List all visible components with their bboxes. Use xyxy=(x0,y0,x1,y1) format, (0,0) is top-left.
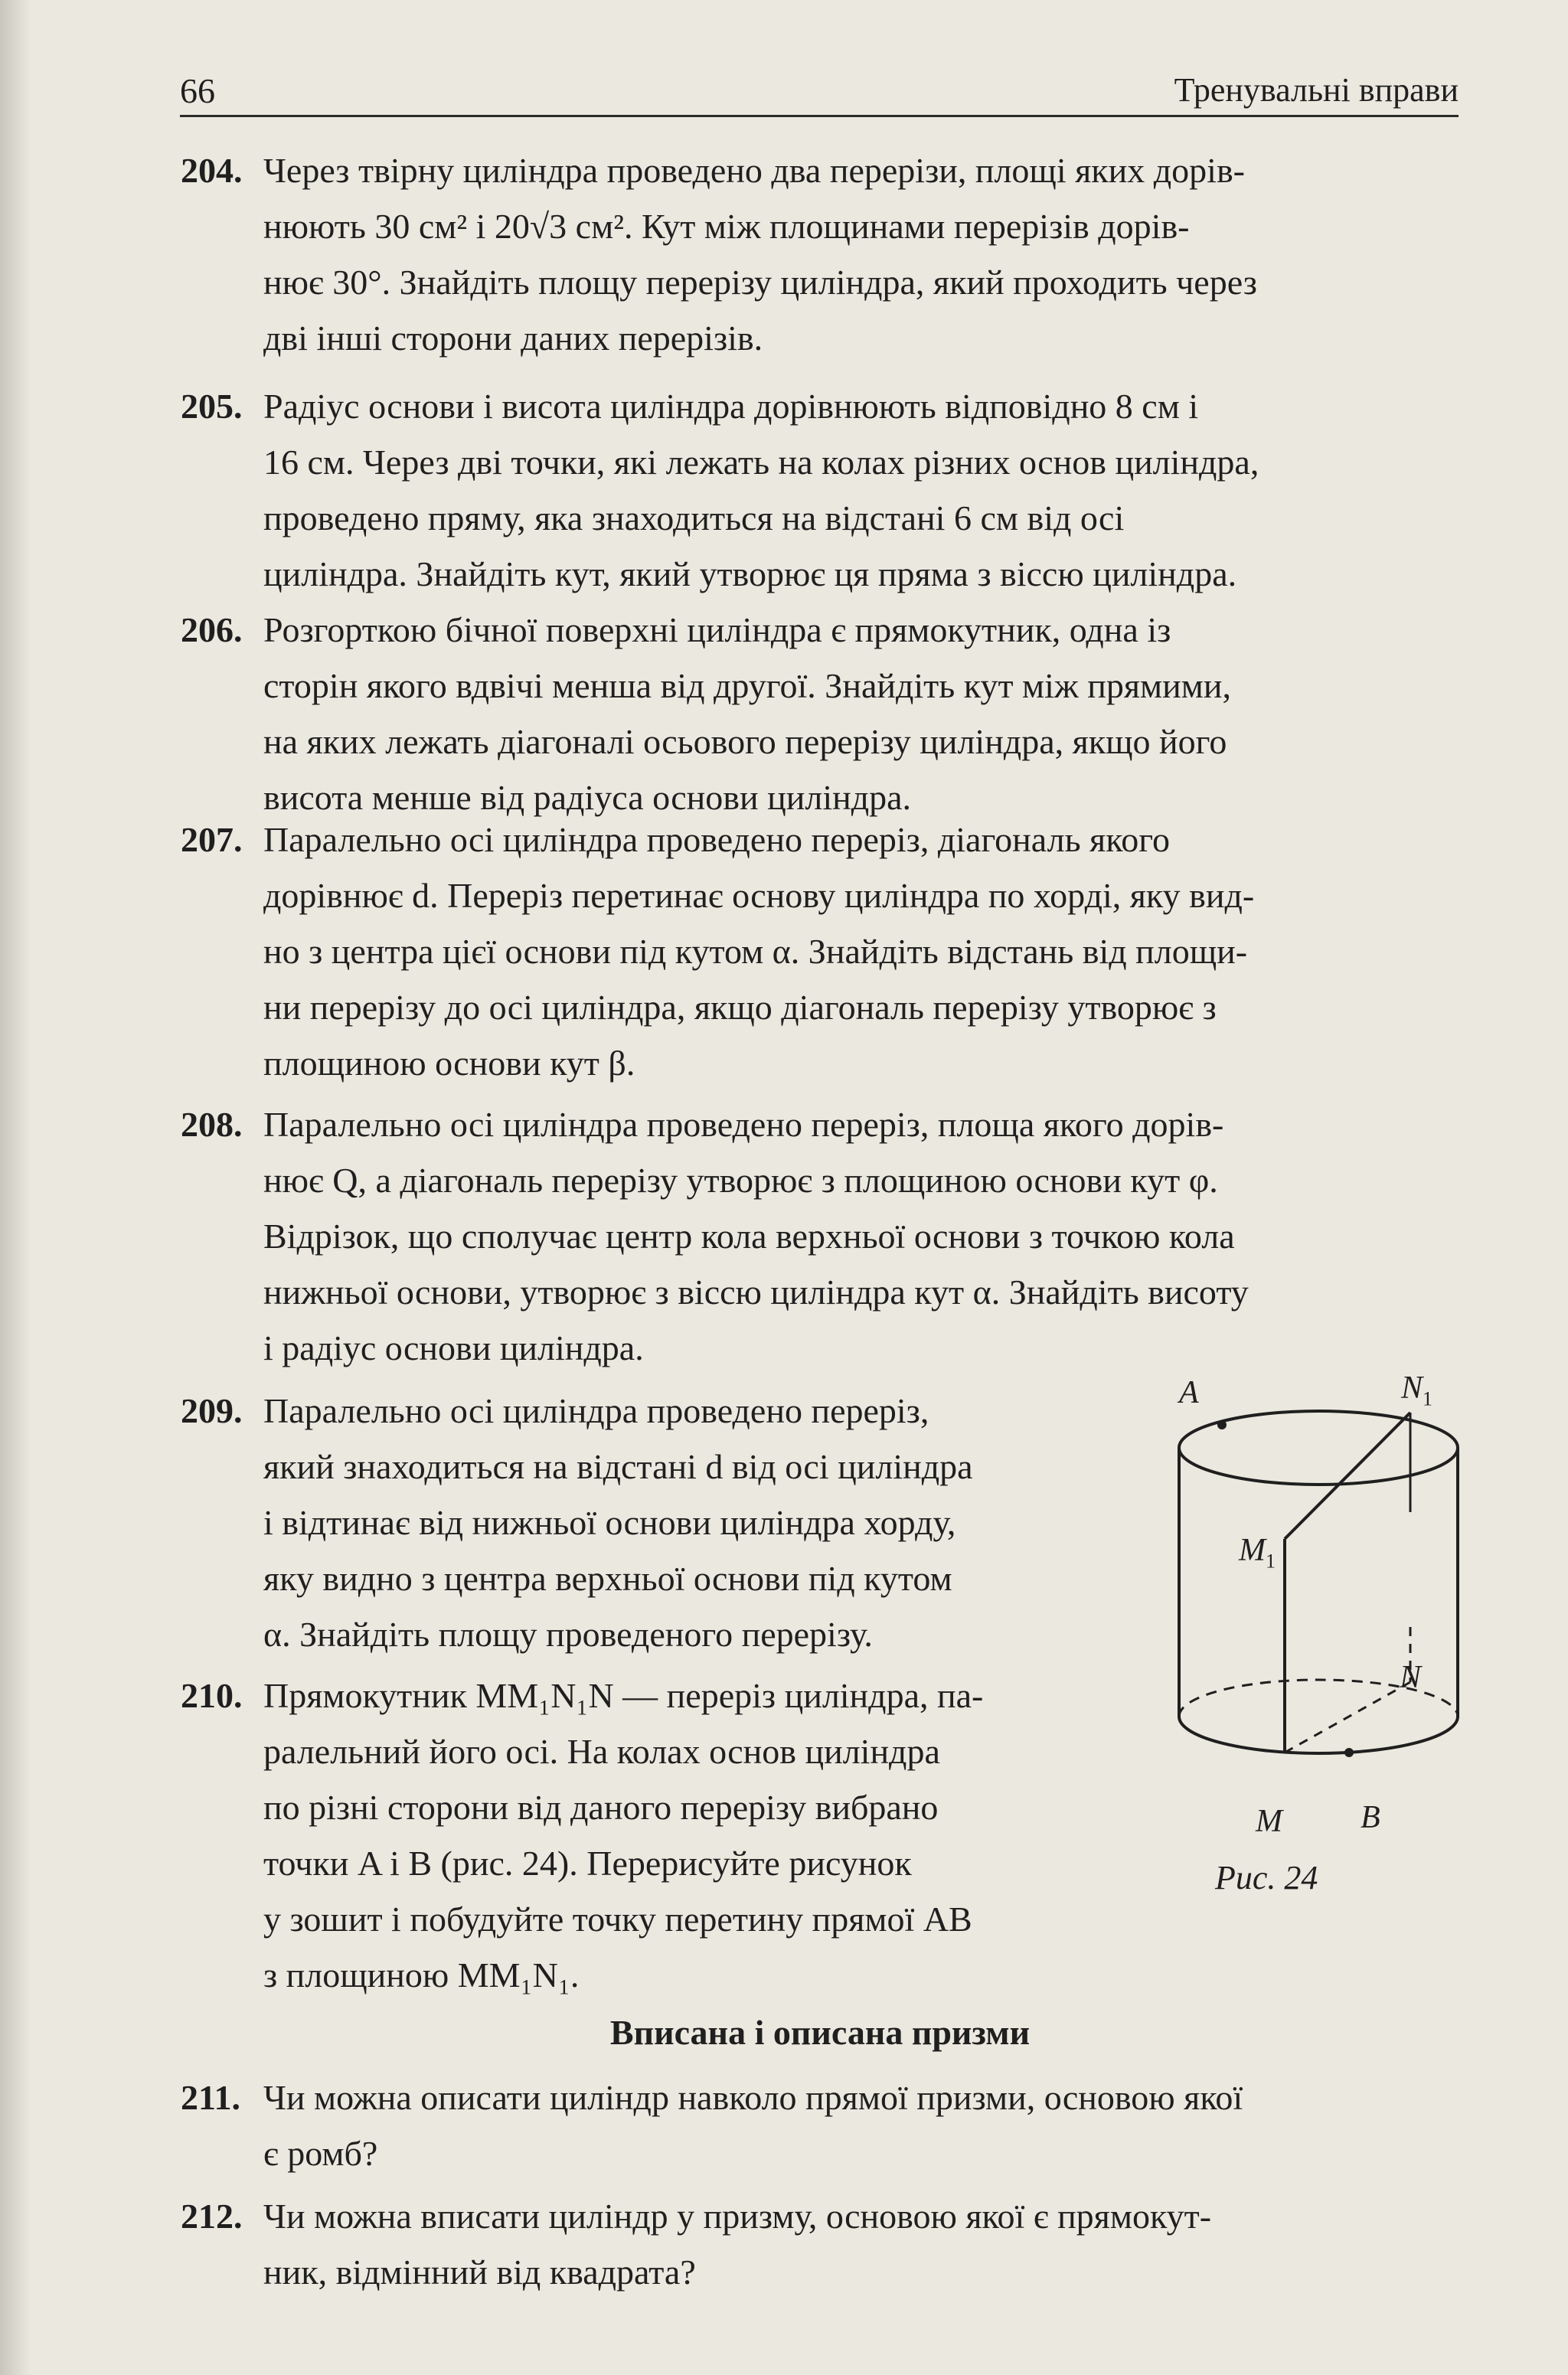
label-m: M xyxy=(1256,1804,1282,1839)
figure-caption: Рис. 24 xyxy=(1215,1859,1318,1896)
problem-line: α. Знайдіть площу проведеного перерізу. xyxy=(263,1615,873,1654)
problem-line: сторін якого вдвічі менша від другої. Знайдіть кут між прямими, xyxy=(263,666,1231,705)
problem-line: Чи можна вписати циліндр у призму, основою якої є прямокут- xyxy=(263,2197,1212,2236)
problem-line: Відрізок, що сполучає центр кола верхньої основи з точкою кола xyxy=(263,1217,1235,1256)
problem-text xyxy=(263,2070,1459,2181)
point-a xyxy=(1217,1420,1227,1429)
problem-line: з площиною MM₁N₁. xyxy=(263,1955,580,1994)
problem-line: і відтинає від нижньої основи циліндра хорду, xyxy=(263,1503,956,1542)
problem-line: площиною основи кут β. xyxy=(263,1044,635,1083)
problem-line: і радіус основи циліндра. xyxy=(263,1328,644,1367)
running-title: Тренувальні вправи xyxy=(1174,71,1459,109)
problem-line: проведено пряму, яка знаходиться на відстані 6 см від осі xyxy=(263,498,1125,537)
problem-line: циліндра. Знайдіть кут, який утворює ця пряма з віссю циліндра. xyxy=(263,554,1237,593)
problem-line: ни перерізу до осі циліндра, якщо діагональ перерізу утворює з xyxy=(263,988,1217,1027)
label-n1: $N_1$ xyxy=(1401,1370,1433,1410)
problem-text xyxy=(263,142,1459,366)
problem-line: Радіус основи і висота циліндра дорівнюють відповідно 8 см і xyxy=(263,387,1199,426)
page-edge-shadow xyxy=(0,0,31,2375)
problem-line: Паралельно осі циліндра проведено переріз, площа якого дорів- xyxy=(263,1105,1224,1144)
problem-line: нює Q, а діагональ перерізу утворює з площиною основи кут φ. xyxy=(263,1161,1218,1200)
problem-line: на яких лежать діагоналі осьового перерізу циліндра, якщо його xyxy=(263,722,1227,761)
problem-line: яку видно з центра верхньої основи під кутом xyxy=(263,1559,952,1598)
problem-line: ник, відмінний від квадрата? xyxy=(263,2252,696,2292)
label-n: N xyxy=(1400,1660,1422,1695)
problem-211 xyxy=(181,2070,1459,2181)
problem-number: 206. xyxy=(181,610,243,649)
problem-line: нює 30°. Знайдіть площу перерізу циліндра, який проходить через xyxy=(263,263,1257,302)
problem-line: Паралельно осі циліндра проведено переріз, xyxy=(263,1391,929,1430)
problem-number: 208. xyxy=(181,1105,243,1144)
problem-text xyxy=(263,602,1459,825)
cylinder-drawing xyxy=(1148,1374,1470,1857)
label-a: A xyxy=(1179,1375,1199,1410)
problem-line: який знаходиться на відстані d від осі циліндра xyxy=(263,1447,973,1486)
problem-line: Через твірну циліндра проведено два перерізи, площі яких дорів- xyxy=(263,151,1245,190)
problem-number: 212. xyxy=(181,2197,243,2236)
problem-206 xyxy=(181,602,1459,825)
problem-number: 207. xyxy=(181,820,243,859)
problem-number: 205. xyxy=(181,387,243,426)
problem-text xyxy=(263,1383,1115,1662)
problem-209 xyxy=(181,1383,1115,1662)
problem-line: нижньої основи, утворює з віссю циліндра кут α. Знайдіть висоту xyxy=(263,1272,1249,1312)
segment-mn-hidden xyxy=(1285,1682,1410,1753)
problem-line: ралельний його осі. На колах основ циліндра xyxy=(263,1732,940,1771)
problem-210 xyxy=(181,1668,1115,2003)
problem-212 xyxy=(181,2188,1459,2300)
problem-line: Розгорткою бічної поверхні циліндра є прямокутник, одна із xyxy=(263,610,1171,649)
problem-number: 210. xyxy=(181,1676,243,1715)
problem-204 xyxy=(181,142,1459,366)
problem-207 xyxy=(181,812,1459,1091)
problem-number: 204. xyxy=(181,151,243,190)
problem-208 xyxy=(181,1096,1459,1376)
label-m1: $M_1$ xyxy=(1239,1533,1276,1573)
problem-text xyxy=(263,1668,1115,2003)
problem-line: дорівнює d. Переріз перетинає основу циліндра по хорді, яку вид- xyxy=(263,876,1255,915)
problem-line: Паралельно осі циліндра проведено переріз, діагональ якого xyxy=(263,820,1170,859)
problem-number: 211. xyxy=(181,2078,240,2117)
section-title: Вписана і описана призми xyxy=(609,2013,1031,2052)
problem-line: но з центра цієї основи під кутом α. Знайдіть відстань від площи- xyxy=(263,932,1248,971)
problem-line: 16 см. Через дві точки, які лежать на колах різних основ циліндра, xyxy=(263,443,1259,482)
point-b xyxy=(1344,1748,1354,1757)
label-b: B xyxy=(1361,1800,1380,1835)
problem-line: Чи можна описати циліндр навколо прямої призми, основою якої xyxy=(263,2078,1243,2117)
problem-line: у зошит і побудуйте точку перетину прямої AB xyxy=(263,1900,972,1939)
problem-text xyxy=(263,378,1459,602)
problem-number: 209. xyxy=(181,1391,243,1430)
problem-line: Прямокутник MM₁N₁N — переріз циліндра, па- xyxy=(263,1676,984,1715)
segment-m1n1 xyxy=(1285,1413,1410,1539)
problem-line: точки A і B (рис. 24). Перерисуйте рисунок xyxy=(263,1844,912,1883)
problem-text xyxy=(263,812,1459,1091)
problem-text xyxy=(263,2188,1459,2300)
problem-205 xyxy=(181,378,1459,602)
problem-text xyxy=(263,1096,1459,1376)
problem-line: є ромб? xyxy=(263,2134,378,2173)
page-number: 66 xyxy=(180,71,215,110)
problem-line: по різні сторони від даного перерізу вибрано xyxy=(263,1788,939,1827)
cylinder-figure xyxy=(1148,1370,1470,1918)
problem-line: нюють 30 см² і 20√3 см². Кут між площинами перерізів дорів- xyxy=(263,207,1190,246)
page-header xyxy=(180,70,1459,117)
problem-line: висота менше від радіуса основи циліндра. xyxy=(263,778,912,817)
problem-line: дві інші сторони даних перерізів. xyxy=(263,319,763,358)
